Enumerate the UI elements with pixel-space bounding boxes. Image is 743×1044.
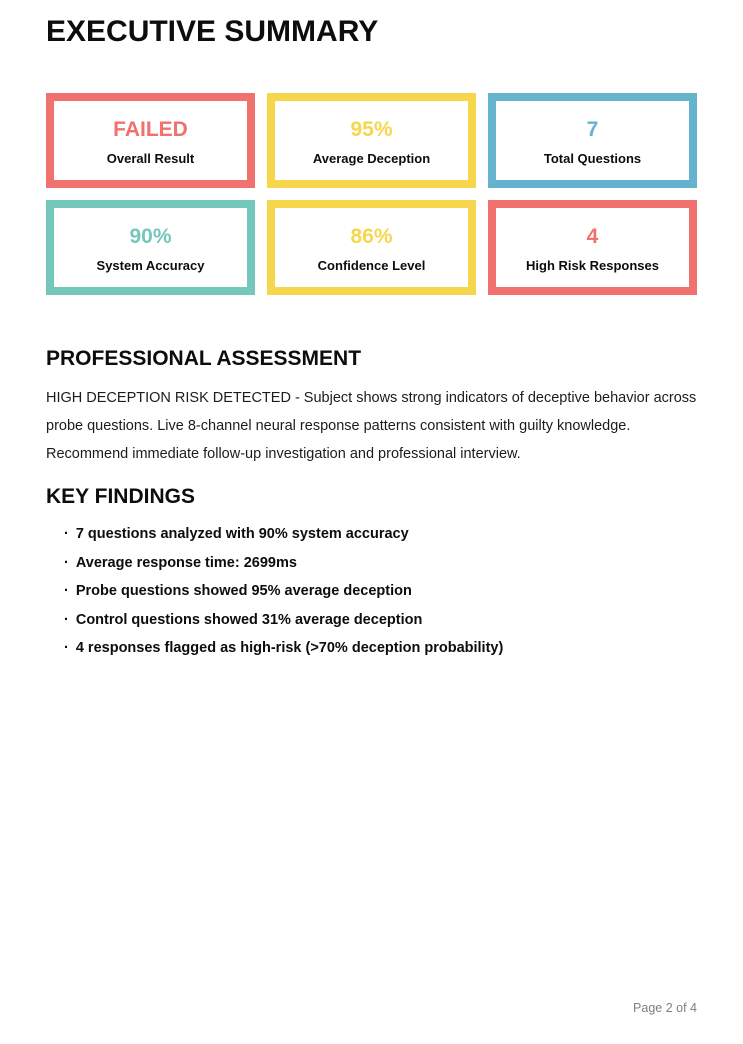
- metric-label: System Accuracy: [96, 257, 205, 273]
- metric-label: Overall Result: [106, 150, 195, 166]
- page-title: EXECUTIVE SUMMARY: [46, 15, 379, 48]
- metric-label: Total Questions: [543, 150, 642, 166]
- finding-item: [64, 549, 697, 578]
- metric-value: 4: [586, 224, 599, 248]
- metric-label: High Risk Responses: [526, 257, 659, 273]
- finding-text: 4 responses flagged as high-risk (>70% deception probability): [75, 640, 504, 656]
- metric-card-system-accuracy: [46, 200, 255, 295]
- metric-label: Confidence Level: [317, 257, 426, 273]
- bullet-glyph: ·: [64, 526, 69, 542]
- bullet-glyph: ·: [64, 554, 69, 571]
- bullet-glyph: ·: [64, 640, 69, 656]
- metrics-grid: [46, 93, 697, 295]
- key-findings-list: [46, 520, 697, 663]
- metric-card-average-deception: [267, 93, 476, 188]
- metric-value: FAILED: [113, 117, 188, 141]
- metric-label: Average Deception: [312, 150, 431, 166]
- assessment-body-text: HIGH DECEPTION RISK DETECTED - Subject shows strong indicators of deceptive behavior across probe questions. Live 8-channel neural response patterns consistent with guilty knowledge. Recommend immediate follow-up investigation and professional interview.: [46, 390, 697, 462]
- metric-value: 95%: [350, 117, 393, 141]
- metric-card-overall-result: [46, 93, 255, 188]
- finding-item: [64, 577, 697, 606]
- finding-item: [64, 520, 697, 549]
- metric-card-high-risk-responses: [488, 200, 697, 295]
- finding-text: Control questions showed 31% average deception: [75, 611, 423, 628]
- finding-item: [64, 634, 697, 663]
- metric-card-total-questions: [488, 93, 697, 188]
- key-findings-section-heading: KEY FINDINGS: [46, 485, 195, 508]
- finding-text: Probe questions showed 95% average deception: [75, 583, 412, 599]
- metric-value: 90%: [129, 224, 172, 248]
- bullet-glyph: ·: [64, 583, 69, 599]
- finding-text: 7 questions analyzed with 90% system accuracy: [75, 526, 409, 542]
- bullet-glyph: ·: [64, 611, 69, 628]
- metric-card-confidence-level: [267, 200, 476, 295]
- metric-value: 7: [586, 117, 599, 141]
- assessment-section-heading: PROFESSIONAL ASSESSMENT: [46, 347, 362, 370]
- finding-text: Average response time: 2699ms: [75, 554, 297, 571]
- page-number: Page 2 of 4: [633, 1001, 697, 1015]
- metric-value: 86%: [350, 224, 393, 248]
- finding-item: [64, 606, 697, 635]
